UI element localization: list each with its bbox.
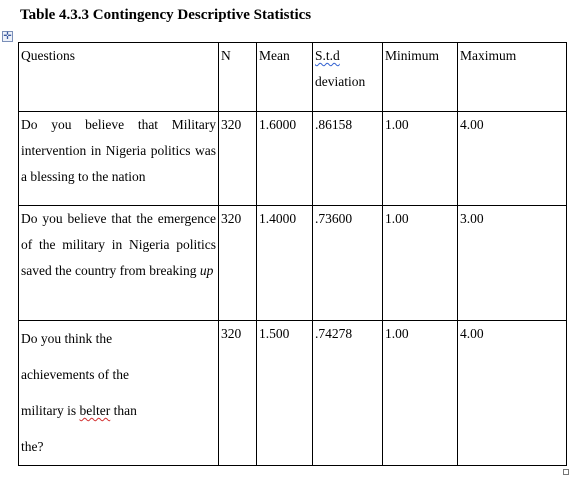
statistics-table <box>18 42 567 466</box>
row-3-question-line-1: Do you think the <box>21 331 113 346</box>
table-move-handle-icon[interactable]: ✛ <box>3 31 12 42</box>
row-3-question-line-2: achievements of the <box>21 367 129 382</box>
header-std-deviation <box>313 43 383 112</box>
row-2-question <box>19 206 219 321</box>
row-1-question: Do you believe that Military intervention in Nigeria politics was a blessing to the nation <box>19 112 219 206</box>
row-3-question-line-3a: military is <box>21 403 77 418</box>
row-3-minimum: 1.00 <box>383 321 458 466</box>
row-2-minimum: 1.00 <box>383 206 458 321</box>
row-2-std: .73600 <box>313 206 383 321</box>
table-row <box>19 321 567 466</box>
header-std-word: S.t.d <box>315 48 340 63</box>
table-row <box>19 112 567 206</box>
header-n: N <box>219 43 257 112</box>
header-questions: Questions <box>19 43 219 112</box>
table-resize-handle[interactable] <box>563 469 569 475</box>
row-3-question <box>19 321 219 466</box>
header-std-word2: deviation <box>315 74 366 89</box>
row-1-n: 320 <box>219 112 257 206</box>
table-caption: Table 4.3.3 Contingency Descriptive Statistics <box>20 7 312 23</box>
row-2-mean: 1.4000 <box>257 206 313 321</box>
row-2-question-text: Do you believe that the emergence of the military in Nigeria politics saved the country from breaking <box>21 211 216 278</box>
row-3-question-line-4: the? <box>21 439 44 454</box>
row-1-maximum: 4.00 <box>458 112 567 206</box>
row-2-question-italic: up <box>199 263 214 278</box>
row-3-std: .74278 <box>313 321 383 466</box>
header-minimum: Minimum <box>383 43 458 112</box>
header-mean: Mean <box>257 43 313 112</box>
row-3-n: 320 <box>219 321 257 466</box>
row-1-std: .86158 <box>313 112 383 206</box>
header-maximum: Maximum <box>458 43 567 112</box>
row-3-question-line-3c: than <box>113 403 137 418</box>
row-1-minimum: 1.00 <box>383 112 458 206</box>
row-3-question-misspelled-word: belter <box>79 403 111 418</box>
row-2-maximum: 3.00 <box>458 206 567 321</box>
table-header-row <box>19 43 567 112</box>
row-3-mean: 1.500 <box>257 321 313 466</box>
row-3-maximum: 4.00 <box>458 321 567 466</box>
table-row <box>19 206 567 321</box>
row-1-mean: 1.6000 <box>257 112 313 206</box>
row-2-n: 320 <box>219 206 257 321</box>
